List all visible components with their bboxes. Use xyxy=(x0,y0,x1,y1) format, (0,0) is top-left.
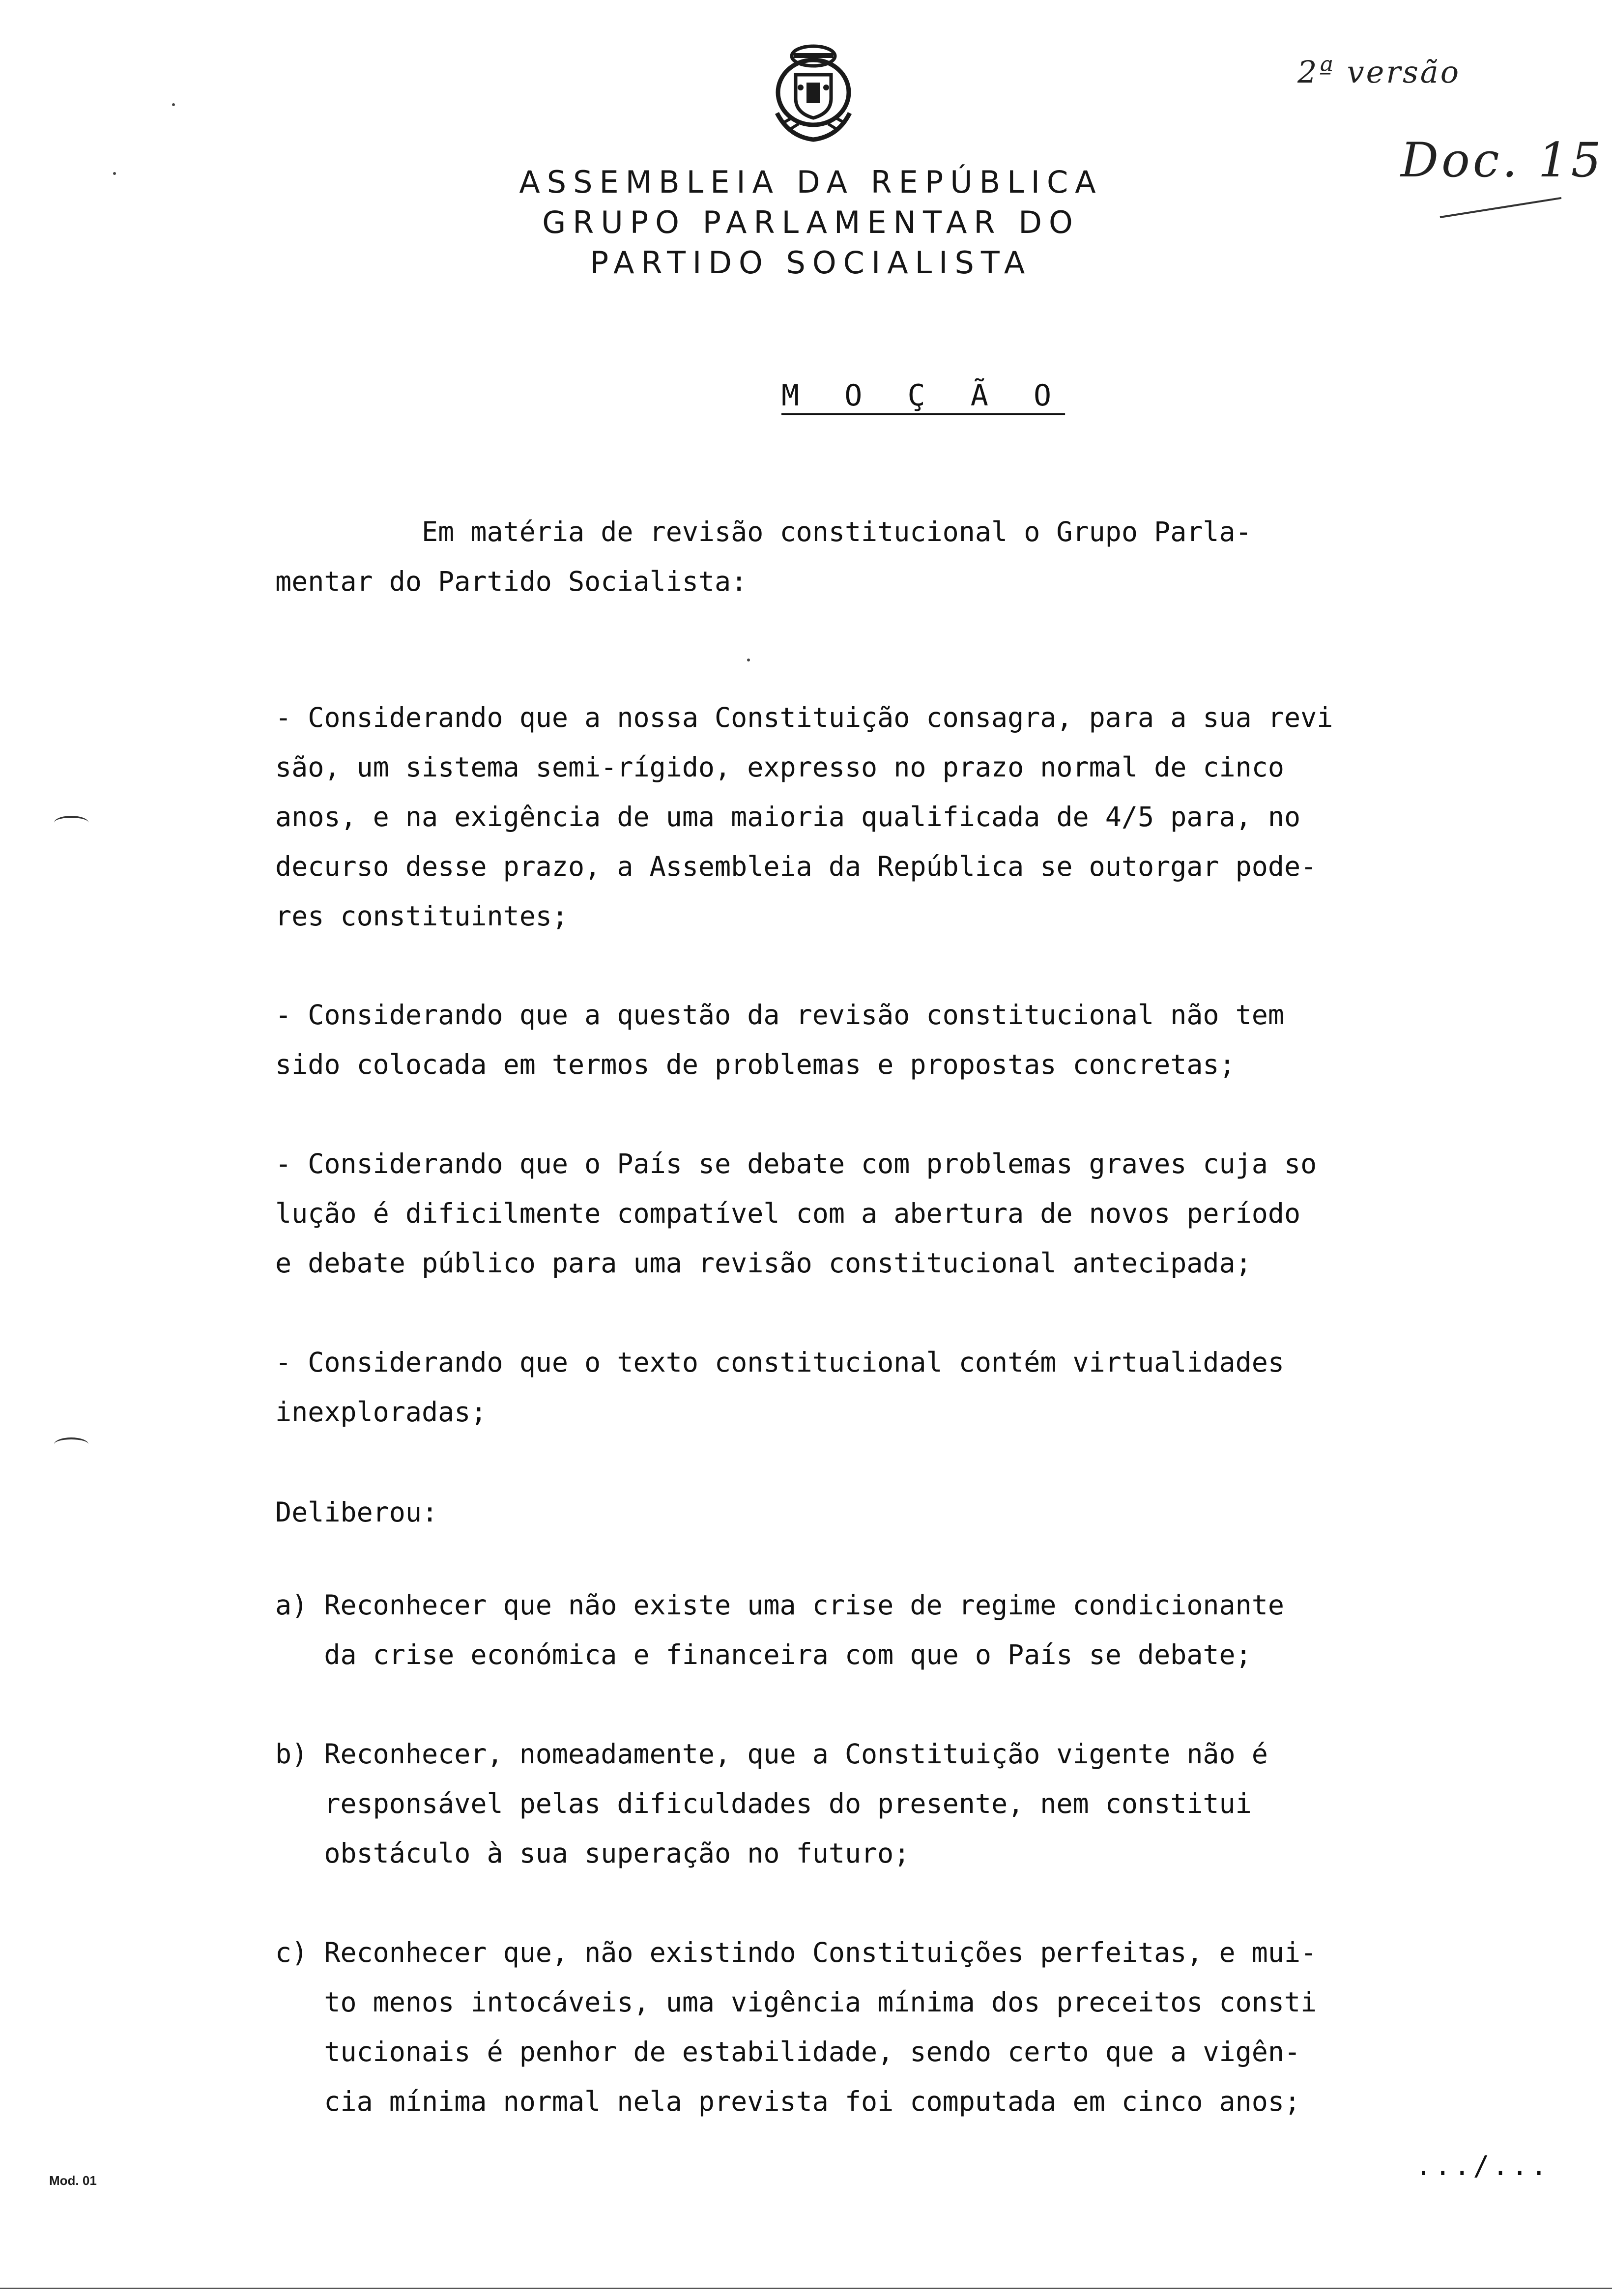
deliberation-item-c: c) Reconhecer que, não existindo Constituições perfeitas, e mui- to menos intocáveis, uma vigência mínima dos preceitos consti tucionais é penhor de estabilidade, sendo certo que a vigên- cia mínima normal nela prevista foi computada em cinco anos; xyxy=(275,1937,1317,2117)
handwritten-doc-number: Doc. 15 xyxy=(1401,133,1604,188)
form-code: Mod. 01 xyxy=(49,2173,97,2188)
deliberou-heading: Deliberou: xyxy=(275,1496,438,1528)
letterhead xyxy=(442,162,1180,283)
intro-paragraph: Em matéria de revisão constitucional o Grupo Parla- mentar do Partido Socialista: xyxy=(275,516,1252,597)
deliberation-item-a: a) Reconhecer que não existe uma crise de regime condicionante da crise económica e financeira com que o País se debate; xyxy=(275,1589,1284,1670)
scan-bottom-edge xyxy=(0,2288,1612,2289)
scan-speck xyxy=(113,172,116,175)
considerando-2: - Considerando que a questão da revisão constitucional não tem sido colocada em termos de problemas e propostas concretas; xyxy=(275,999,1284,1080)
considerando-3: - Considerando que o País se debate com problemas graves cuja so lução é dificilmente compatível com a abertura de novos período e debate público para uma revisão constitucional antecipada; xyxy=(275,1148,1317,1279)
deliberation-item-b: b) Reconhecer, nomeadamente, que a Constituição vigente não é responsável pelas dificuldades do presente, nem constitui obstáculo à sua superação no futuro; xyxy=(275,1738,1268,1869)
scan-speck xyxy=(747,659,750,661)
handwritten-version-note: 2ª versão xyxy=(1297,54,1461,90)
scan-speck xyxy=(172,103,175,106)
handwritten-underline xyxy=(1440,197,1562,218)
letterhead-line-3: PARTIDO SOCIALISTA xyxy=(590,245,1032,281)
punch-hole-mark-lower xyxy=(54,1437,88,1451)
punch-hole-mark-upper xyxy=(54,816,88,830)
considerando-4: - Considerando que o texto constitucional contém virtualidades inexploradas; xyxy=(275,1347,1284,1428)
page-continuation-mark: .../... xyxy=(1415,2150,1550,2181)
coat-of-arms-emblem xyxy=(759,39,867,147)
considerando-1: - Considerando que a nossa Constituição consagra, para a sua revi são, um sistema semi-rígido, expresso no prazo normal de cinco anos, e na exigência de uma maioria qualificada de 4/5 para, no decurso desse prazo, a Assembleia da República se outorgar pode- res constituintes; xyxy=(275,702,1333,932)
letterhead-line-2: GRUPO PARLAMENTAR DO xyxy=(542,204,1080,240)
document-title: M O Ç Ã O xyxy=(781,378,1065,413)
letterhead-line-1: ASSEMBLEIA DA REPÚBLICA xyxy=(519,164,1103,200)
